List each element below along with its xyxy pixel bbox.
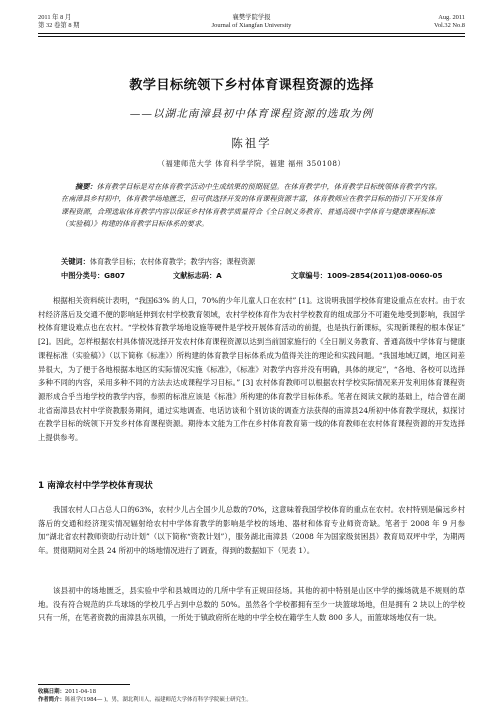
keywords-label: 关键词：	[61, 257, 90, 266]
intro-paragraph: 根据相关资料统计表明，“我国63% 的人口，70%的少年儿童人口在农村” [1]。这说明我国学校体育建设重点在农村。由于农村经济落后及交通不便的影响延伸到农村学校教育领域，农村学校体育作为农村学校教育的组成部分不可避免地受到影响，我国学校体育建设难点也在农村。“学校体育教学场地设施等硬件是学校开展体育活动的前提，也是执行新课标，实现新课程的根本保证” [2]。因此，怎样根据农村具体情况选择开发农村体育课程资源以达到当前国家施行的《全日制义务教育、普通高级中学体育与健康课程标准（实验稿）》（以下简称《标准》）所构建的体育教学目标体系成为值得关注的理论和实践问题。“我国地域辽阔，地区间差异很大，为了便于各地根据本地区的实际情况实施《标准》，《标准》对教学内容并没有明确，具体的规定”，“各地、各校可以选择多种不同的内容，采用多种不同的方法去达成课程学习目标。” [3] 农村体育教师可以根据农村学校实际情况来开发利用体育课程资源形成合乎当地学校的教学内容，参照的标准应该是《标准》所构建的体育教学目标体系。笔者在阅读文献的基础上，结合曾在湖北省南漳县农村中学资教服务期间，通过实地调查、电话访谈和个别访谈的调查方法获得的南漳县24所初中体育教学现状，拟探讨在教学目标的统领下开发乡村体育课程资源。期待本文能为工作在乡村体育教育第一线的体育教师在农村体育课程资源的开发选择上提供参考。	[38, 296, 465, 443]
clc-field: 中图分类号：G807	[61, 271, 126, 280]
keywords	[61, 257, 443, 267]
running-header	[38, 14, 465, 48]
doc-code-value: A	[216, 271, 222, 280]
footnote-author: 作者简介：陈祖学(1984— )，男，湖北利川人，福建师范大学体育科学学院硕士研究生。	[38, 697, 252, 703]
author-bio: 陈祖学(1984— )，男，湖北利川人，福建师范大学体育科学学院硕士研究生。	[64, 697, 252, 703]
received-date: 2011-04-18	[64, 689, 97, 695]
header-date: 2011 年 8 月	[38, 14, 72, 21]
header-rule-thick	[38, 33, 465, 34]
keywords-text: 体育教学目标；农村体育教学；教学内容；课程资源	[89, 257, 256, 266]
section1-paragraph-1: 我国农村人口占总人口的63%，农村少儿占全国少儿总数的70%，这意味着我国学校体育的重点在农村。农村特别是偏远乡村落后的交通和经济现实情况辐射给农村中学体育教学的影响是学校的场地、器材和体育专业师资奇缺。笔者于 2008 年 9 月参加“湖北省农村教师资助行动计划”（以下简称“资教计划”），服务湖北南漳县（2008 年为国家级贫困县）教育局双坪中学，为期两年。贯彻期间对全县 24 所初中的场地情况进行了调查，得到的数据如下（见表 1）。	[38, 505, 465, 556]
abstract-label: 摘要：	[75, 182, 97, 191]
author-name: 陈祖学	[231, 136, 272, 150]
article-no-value: 1009-2854(2011)08-0060-05	[326, 271, 443, 280]
header-rule-thin	[38, 36, 465, 37]
abstract	[61, 181, 443, 230]
section1-paragraph-2: 该县初中的场地匮乏，县实验中学和县城周边的几所中学有正规田径场。其他的初中特别是山区中学的操场就是不规则的草地。没有符合规范的乒乓球场的学校几乎占到中总数的 50%。虽然各个学校都拥有至少一块篮球场地，但是拥有 2 块以上的学校只有一所，在笔者资教的南漳县东巩镇，一所处于镇政府所在地的中学全校在籍学生人数 800 多人，而篮球场地仅有一块。	[38, 586, 465, 623]
header-journal	[38, 14, 465, 30]
paper-title: 教学目标统领下乡村体育课程资源的选择	[129, 78, 374, 93]
paper-subtitle: ——以湖北南漳县初中体育课程资源的选取为例	[129, 108, 374, 120]
footnote-received: 收稿日期：2011-04-18	[38, 689, 97, 695]
doc-code-field: 文献标志码：A	[173, 271, 222, 280]
header-issue-en	[434, 14, 465, 30]
footnote-rule	[38, 684, 130, 685]
header-volume: 第 32 卷第 8 期	[38, 22, 80, 29]
clc-value: G807	[104, 271, 126, 280]
journal-name-en: Journal of Xiangfan University	[211, 22, 292, 29]
article-no-field: 文章编号：1009-2854(2011)08-0060-05	[291, 271, 443, 280]
header-volume-en: Vol.32 No.8	[434, 22, 465, 29]
header-date-en: Aug. 2011	[438, 14, 465, 21]
section-heading-1: 1 南漳农村中学学校体育现状	[38, 481, 153, 491]
author-affiliation: （福建师范大学 体育科学学院，福建 福州 350108）	[157, 159, 346, 168]
journal-name-cn: 襄樊学院学报	[232, 14, 271, 21]
abstract-text: 体育教学目标是对在体育教学活动中生成结果的预期展望。在体育教学中，体育教学目标统领体育教学内容。在南漳县乡村初中，体育教学场地匮乏，但可供选择开发的体育课程资源丰富，体育教师应在教学目标的指引下开发体育课程资源，合理选取体育教学内容以保证乡村体育教学质量符合《全日制义务教育、普通高级中学体育与健康课程标准（实验稿）》构建的体育教学目标体系的要求。	[61, 182, 442, 228]
